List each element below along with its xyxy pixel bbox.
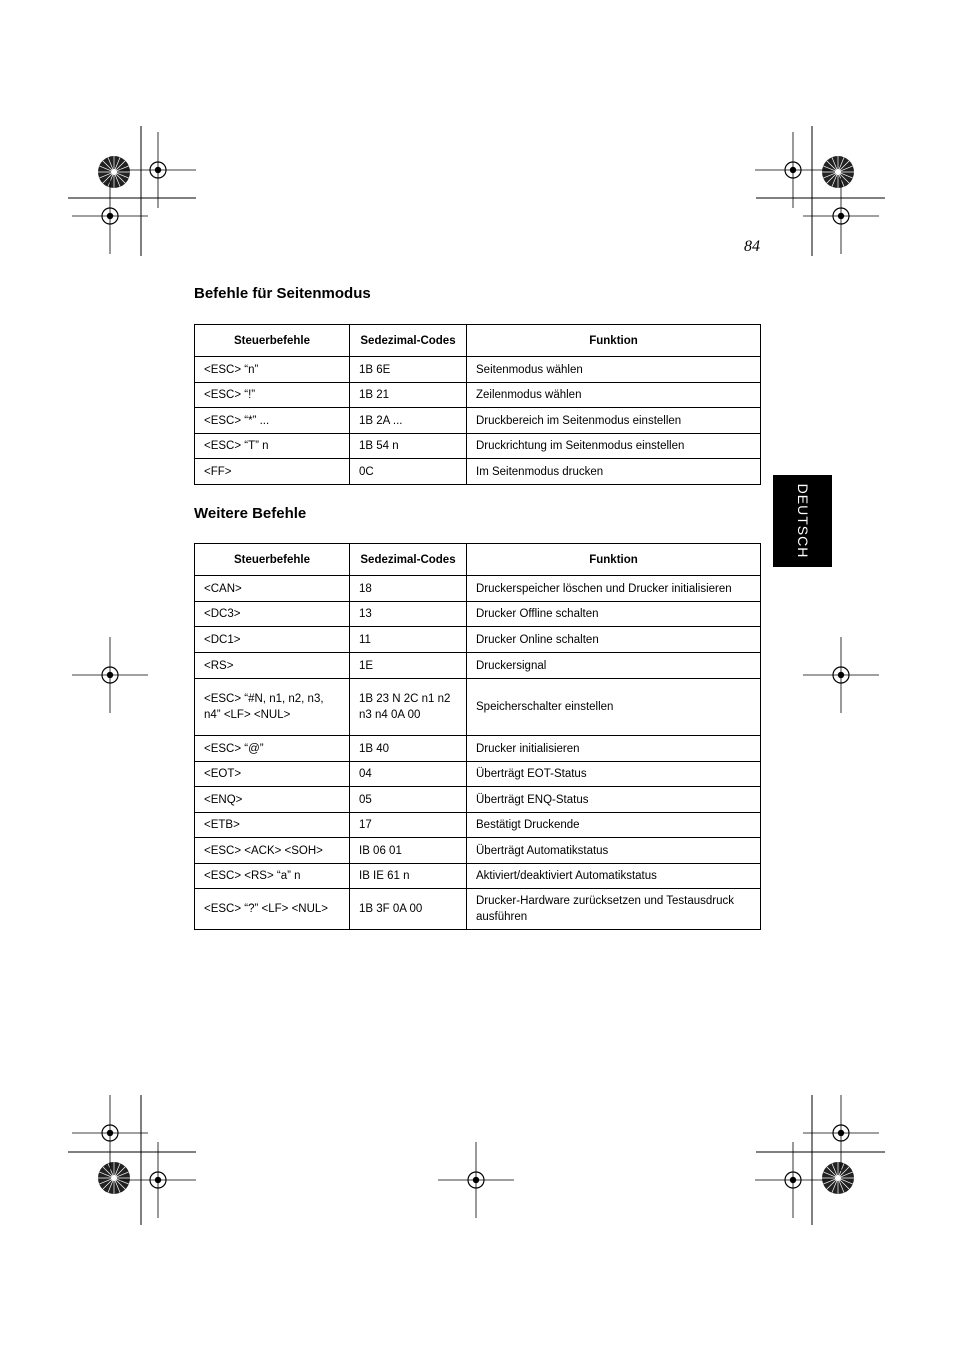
function-cell: Überträgt Automatikstatus	[467, 838, 761, 864]
commands-table-other	[194, 543, 761, 930]
function-cell: Überträgt EOT-Status	[467, 762, 761, 787]
function-cell: Speicherschalter einstellen	[467, 679, 761, 736]
table-header-row	[195, 325, 761, 357]
command-cell: <DC3>	[195, 602, 350, 627]
function-cell: Drucker Online schalten	[467, 627, 761, 653]
hex-code-cell: 04	[350, 762, 467, 787]
section-title: Weitere Befehle	[194, 505, 307, 522]
registration-star-icon	[822, 1162, 854, 1194]
function-cell: Bestätigt Druckende	[467, 813, 761, 838]
hex-code-cell: 1B 23 N 2C n1 n2 n3 n4 0A 00	[350, 679, 467, 736]
hex-code-cell: 13	[350, 602, 467, 627]
function-cell: Im Seitenmodus drucken	[467, 459, 761, 485]
column-header: Sedezimal-Codes	[350, 544, 467, 576]
command-cell: <FF>	[195, 459, 350, 485]
column-header: Steuerbefehle	[195, 325, 350, 357]
table-row	[195, 627, 761, 653]
crosshair-icon	[72, 637, 148, 713]
function-cell: Überträgt ENQ-Status	[467, 787, 761, 813]
function-cell: Seitenmodus wählen	[467, 357, 761, 383]
table-row	[195, 459, 761, 485]
table-row	[195, 813, 761, 838]
crosshair-icon	[120, 132, 196, 208]
function-cell: Druckerspeicher löschen und Drucker initialisieren	[467, 576, 761, 602]
hex-code-cell: 1E	[350, 653, 467, 679]
hex-code-cell: 1B 54 n	[350, 434, 467, 459]
registration-star-icon	[822, 156, 854, 188]
column-header: Sedezimal-Codes	[350, 325, 467, 357]
table-row	[195, 679, 761, 736]
hex-code-cell: 1B 21	[350, 383, 467, 408]
crosshair-icon	[803, 1095, 879, 1171]
table-row	[195, 736, 761, 762]
language-label: DEUTSCH	[794, 483, 811, 559]
command-cell: <ESC> “n”	[195, 357, 350, 383]
crosshair-icon	[755, 1142, 831, 1218]
column-header: Steuerbefehle	[195, 544, 350, 576]
column-header: Funktion	[467, 544, 761, 576]
page-number: 84	[744, 238, 760, 255]
table-row	[195, 838, 761, 864]
registration-star-icon	[98, 1162, 130, 1194]
table-header-row	[195, 544, 761, 576]
section-title: Befehle für Seitenmodus	[194, 285, 371, 302]
table-row	[195, 408, 761, 434]
table-row	[195, 357, 761, 383]
table-row	[195, 383, 761, 408]
hex-code-cell: 1B 40	[350, 736, 467, 762]
language-side-tab	[773, 475, 832, 567]
table-row	[195, 889, 761, 930]
hex-code-cell: 11	[350, 627, 467, 653]
table-row	[195, 602, 761, 627]
function-cell: Aktiviert/deaktiviert Automatikstatus	[467, 864, 761, 889]
function-cell: Zeilenmodus wählen	[467, 383, 761, 408]
command-cell: <CAN>	[195, 576, 350, 602]
command-cell: <ENQ>	[195, 787, 350, 813]
command-cell: <ESC> <ACK> <SOH>	[195, 838, 350, 864]
function-cell: Druckersignal	[467, 653, 761, 679]
command-cell: <ETB>	[195, 813, 350, 838]
hex-code-cell: 1B 3F 0A 00	[350, 889, 467, 930]
function-cell: Drucker initialisieren	[467, 736, 761, 762]
hex-code-cell: IB 06 01	[350, 838, 467, 864]
command-cell: <EOT>	[195, 762, 350, 787]
hex-code-cell: 0C	[350, 459, 467, 485]
crosshair-icon	[438, 1142, 514, 1218]
registration-star-icon	[98, 156, 130, 188]
command-cell: <ESC> <RS> “a” n	[195, 864, 350, 889]
crosshair-icon	[72, 1095, 148, 1171]
command-cell: <ESC> “*” ...	[195, 408, 350, 434]
command-cell: <ESC> “@”	[195, 736, 350, 762]
hex-code-cell: IB IE 61 n	[350, 864, 467, 889]
table-row	[195, 653, 761, 679]
crosshair-icon	[803, 178, 879, 254]
crosshair-icon	[72, 178, 148, 254]
crosshair-icon	[803, 637, 879, 713]
hex-code-cell: 18	[350, 576, 467, 602]
hex-code-cell: 05	[350, 787, 467, 813]
crosshair-icon	[120, 1142, 196, 1218]
command-cell: <RS>	[195, 653, 350, 679]
crosshair-icon	[755, 132, 831, 208]
function-cell: Drucker Offline schalten	[467, 602, 761, 627]
column-header: Funktion	[467, 325, 761, 357]
hex-code-cell: 1B 6E	[350, 357, 467, 383]
command-cell: <ESC> “!”	[195, 383, 350, 408]
hex-code-cell: 17	[350, 813, 467, 838]
function-cell: Druckrichtung im Seitenmodus einstellen	[467, 434, 761, 459]
function-cell: Drucker-Hardware zurücksetzen und Testausdruck ausführen	[467, 889, 761, 930]
hex-code-cell: 1B 2A ...	[350, 408, 467, 434]
table-row	[195, 787, 761, 813]
command-cell: <ESC> “?” <LF> <NUL>	[195, 889, 350, 930]
table-row	[195, 576, 761, 602]
table-row	[195, 762, 761, 787]
command-cell: <ESC> “#N, n1, n2, n3, n4” <LF> <NUL>	[195, 679, 350, 736]
table-row	[195, 864, 761, 889]
table-row	[195, 434, 761, 459]
command-cell: <DC1>	[195, 627, 350, 653]
commands-table-page-mode	[194, 324, 761, 485]
command-cell: <ESC> “T” n	[195, 434, 350, 459]
function-cell: Druckbereich im Seitenmodus einstellen	[467, 408, 761, 434]
